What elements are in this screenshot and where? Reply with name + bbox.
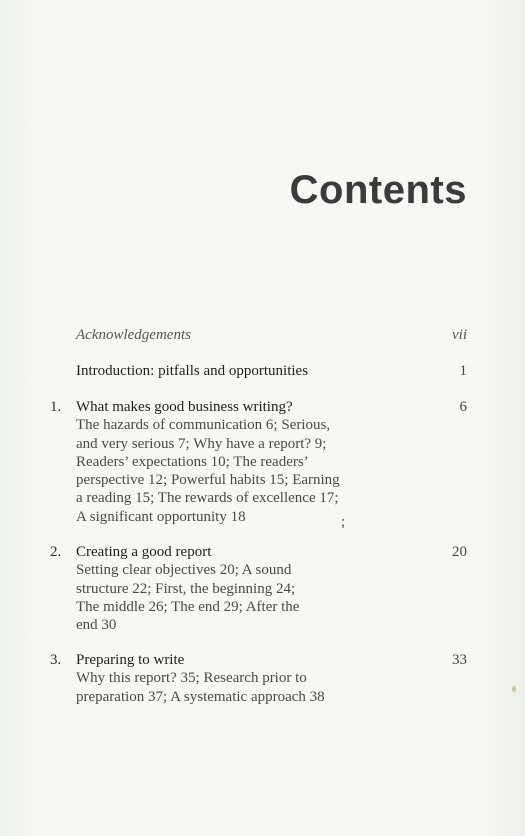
- toc-entry-heading: Acknowledgements: [76, 327, 191, 343]
- toc-entry-page-number: 6: [459, 399, 467, 415]
- toc-entry-description: Why this report? 35; Research prior to preparation 37; A systematic approach 38: [76, 670, 325, 705]
- page-smudge: [512, 686, 516, 692]
- toc-entry-heading: Introduction: pitfalls and opportunities: [76, 363, 309, 379]
- toc-entry-description: Setting clear objectives 20; A sound structure 22; First, the beginning 24; The middle 26; The end 29; After the end 30: [76, 562, 300, 634]
- toc-entry-heading: Preparing to write: [76, 652, 185, 668]
- toc-entry-number: 1.: [50, 399, 62, 415]
- toc-entry-description: The hazards of communication 6; Serious, and very serious 7; Why have a report? 9; Readers’ expectations 10; The readers’ perspective 12; Powerful habits 15; Earning a reading 15; The rewards of excellence 17; A significant opportunity 18: [76, 417, 340, 525]
- toc-entry-page-number: 1: [459, 363, 467, 379]
- toc-entry-heading: Creating a good report: [76, 544, 212, 560]
- toc-entry-number: 2.: [50, 544, 62, 560]
- toc-entry-page-number: 20: [452, 544, 467, 560]
- toc-entry-page-number: vii: [452, 327, 467, 343]
- toc-entry-number: 3.: [50, 652, 62, 668]
- toc-entry-heading: What makes good business writing?: [76, 399, 293, 415]
- stray-semicolon: ;: [341, 514, 346, 530]
- toc-entry-page-number: 33: [452, 652, 467, 668]
- page-title: Contents: [289, 168, 467, 212]
